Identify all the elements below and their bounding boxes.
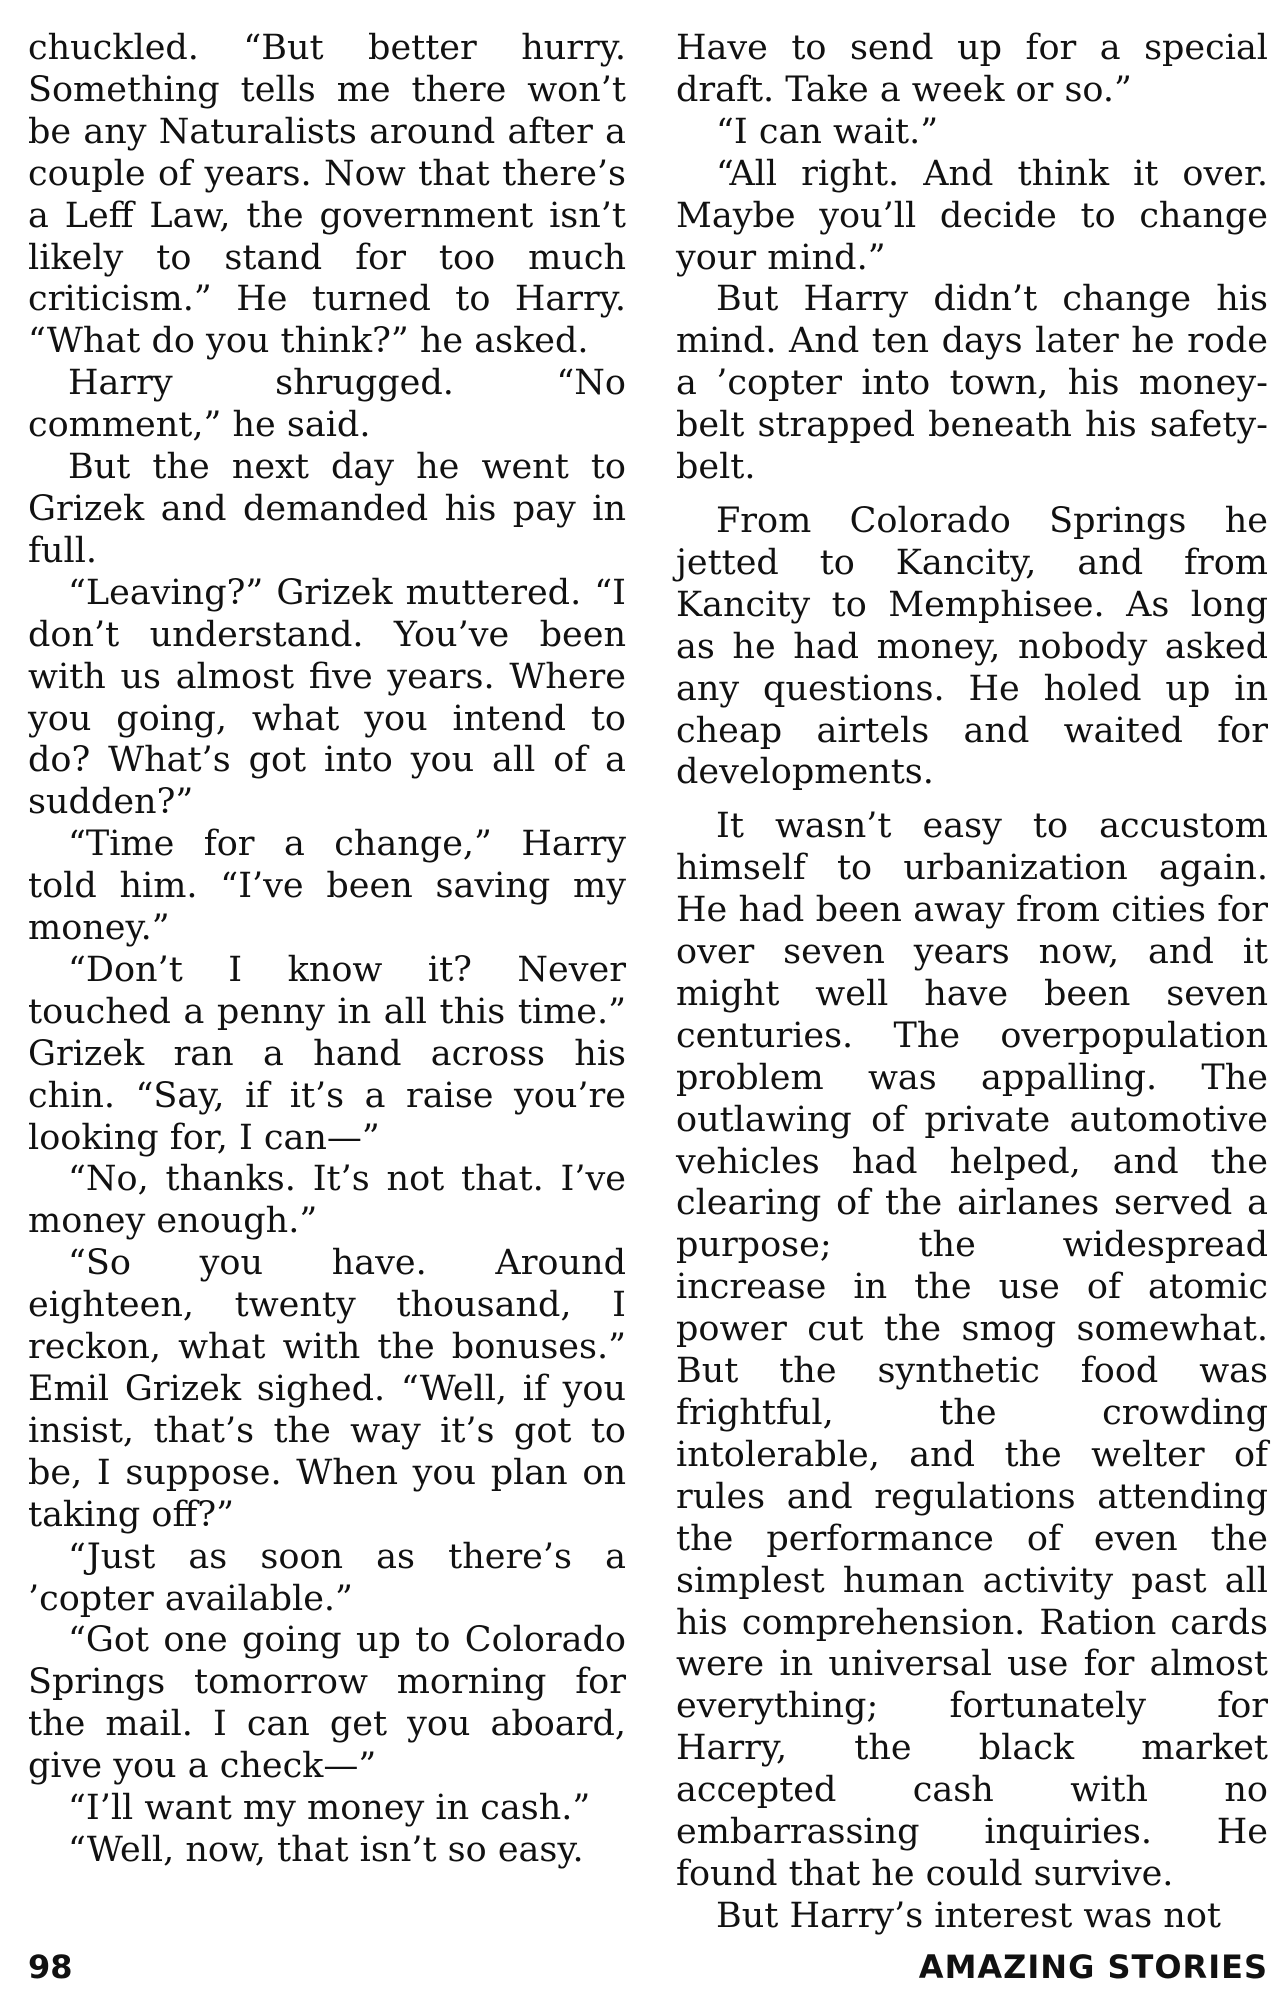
paragraph: But Harry didn’t change his mind. And ten days later he rode a ’copter into town, his money-belt strapped beneath his safety-belt.: [676, 279, 1268, 488]
paragraph: But the next day he went to Grizek and demanded his pay in full.: [28, 447, 626, 571]
page-number: 98: [28, 1948, 73, 1986]
paragraph: Harry shrugged. “No comment,” he said.: [28, 363, 626, 446]
paragraph: “Just as soon as there’s a ’copter available.”: [28, 1536, 626, 1619]
paragraph: “All right. And think it over. Maybe you’ll decide to change your mind.”: [676, 153, 1268, 278]
paragraph: “Well, now, that isn’t so easy.: [68, 1829, 584, 1870]
paragraph: It wasn’t easy to accustom himself to urbanization again. He had been away from cities for over seven years now, and it might well have been seven centuries. The overpopulation problem was appalling. The outlawing of private automotive vehicles had helped, and the clearing of the airlanes served a purpose; the widespread increase in the use of atomic power cut the smog somewhat. But the synthetic food was frightful, the crowding intolerable, and the welter of rules and regulations attending the performance of even the simplest human activity past all his comprehension. Ration cards were in universal use for almost everything; fortunately for Harry, the black market accepted cash with no embarrassing inquiries. He found that he could survive.: [676, 806, 1268, 1894]
paragraph: Have to send up for a special draft. Take a week or so.”: [676, 28, 1268, 110]
paragraph: chuckled. “But better hurry. Something tells me there won’t be any Naturalists around after a couple of years. Now that there’s a Leff Law, the government isn’t likely to stand for too much criticism.” He turned to Harry. “What do you think?” he asked.: [28, 28, 626, 362]
paragraph: “So you have. Around eighteen, twenty thousand, I reckon, what with the bonuses.” Emil Grizek sighed. “Well, if you insist, that’s the way it’s got to be, I suppose. When you plan on taking off?”: [28, 1243, 626, 1535]
right-text-column: [676, 28, 1268, 1938]
paragraph: “I’ll want my money in cash.”: [68, 1788, 591, 1829]
paragraph: “Got one going up to Colorado Springs tomorrow morning for the mail. I can get you aboard, give you a check—”: [28, 1620, 626, 1787]
paragraph: “Time for a change,” Harry told him. “I’ve been saving my money.”: [28, 824, 626, 949]
paragraph: But Harry’s interest was not: [716, 1895, 1221, 1936]
paragraph: “Leaving?” Grizek muttered. “I don’t understand. You’ve been with us almost five years. Where you going, what you intend to do? What’s got into you all of a sudden?”: [28, 572, 626, 823]
paragraph: From Colorado Springs he jetted to Kancity, and from Kancity to Memphisee. As long as he had money, nobody asked any questions. He holed up in cheap airtels and waited for developments.: [676, 500, 1268, 793]
paragraph: “No, thanks. It’s not that. I’ve money enough.”: [28, 1159, 626, 1242]
paragraph: “I can wait.”: [716, 111, 939, 152]
left-text-column: [28, 28, 626, 1872]
magazine-title: AMAZING STORIES: [918, 1948, 1268, 1986]
page-footer: [28, 1948, 1268, 1992]
paragraph: “Don’t I know it? Never touched a penny in all this time.” Grizek ran a hand across his chin. “Say, if it’s a raise you’re looking for, I can—”: [28, 949, 626, 1158]
